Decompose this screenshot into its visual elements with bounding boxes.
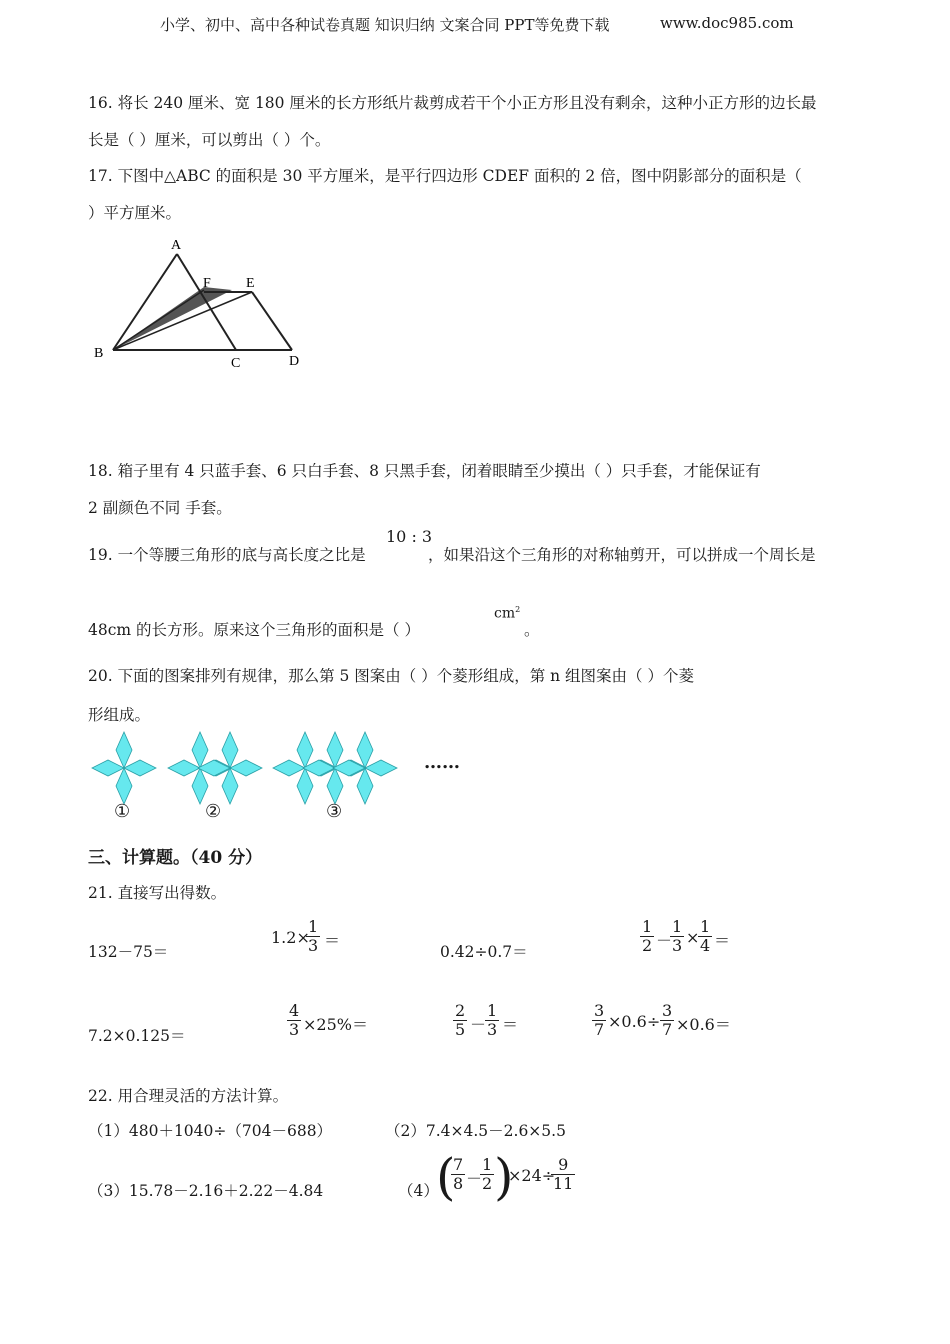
rhombus-pattern-figure: [88, 730, 478, 830]
label-c: C: [231, 356, 241, 371]
pattern-ellipsis: ……: [424, 752, 460, 773]
q22-part1: （1）480＋1040÷（704－688）: [88, 1122, 333, 1140]
q20-line1: 20. 下面的图案排列有规律，那么第 5 图案由（ ）个菱形组成，第 n 组图案由（ ）个菱: [88, 667, 694, 685]
section3-title: 三、计算题。（40 分）: [88, 848, 263, 868]
header-ad-text: 小学、初中、高中各种试卷真题 知识归纳 文案合同 PPT等免费下载: [160, 16, 610, 34]
q21-expr2-post: ＝: [324, 931, 341, 950]
triangle-parallelogram-figure: [88, 232, 318, 372]
pattern-2: [168, 732, 262, 804]
label-f: F: [203, 276, 211, 291]
label-b: B: [94, 346, 104, 361]
q21-expr6-frac: $\frac{4}{3}$: [289, 1001, 300, 1039]
q21-expr7-op: －: [470, 1015, 487, 1034]
q22-part4-frac3: $\frac{9}{11}$: [553, 1155, 574, 1193]
q17-line2: ）平方厘米。: [88, 204, 182, 222]
edge-ed: [252, 292, 292, 350]
q19-line1a: 19. 一个等腰三角形的底与高长度之比是: [88, 546, 366, 564]
q21-expr8-mid: ×0.6÷: [608, 1012, 661, 1031]
q21-expr4-op1: －: [656, 931, 673, 950]
q21-expr8-frac1: $\frac{3}{7}$: [594, 1001, 605, 1039]
q21-expr8-frac2: $\frac{3}{7}$: [662, 1001, 673, 1039]
q21-expr1: 132－75＝: [88, 943, 169, 961]
header-url[interactable]: www.doc985.com: [660, 14, 794, 32]
q22-part4-mid: ×24÷: [508, 1166, 556, 1185]
q22-part3: （3）15.78－2.16＋2.22－4.84: [88, 1182, 324, 1200]
pattern-1: [92, 732, 156, 804]
q22-part4-op: －: [466, 1169, 483, 1188]
q21-expr4-frac1: $\frac{1}{2}$: [642, 917, 653, 955]
q17-line1: 17. 下图中△ABC 的面积是 30 平方厘米，是平行四边形 CDEF 面积的 2 倍，图中阴影部分的面积是（: [88, 167, 802, 185]
q21-title: 21. 直接写出得数。: [88, 884, 227, 902]
q16-line2: 长是（ ）厘米，可以剪出（ ）个。: [88, 131, 331, 149]
q22-part2: （2）7.4×4.5－2.6×5.5: [385, 1122, 566, 1140]
q22-part4-lparen: (: [436, 1148, 456, 1206]
label-e: E: [246, 276, 255, 291]
label-d: D: [289, 354, 300, 369]
q18-line1: 18. 箱子里有 4 只蓝手套、6 只白手套、8 只黑手套，闭着眼睛至少摸出（ ）只手套，才能保证有: [88, 462, 761, 480]
q21-expr4-op2: ×: [686, 928, 700, 947]
q22-part4-frac2: $\frac{1}{2}$: [482, 1155, 493, 1193]
q22-part4-rparen: ): [494, 1148, 514, 1206]
pattern-label-1: ①: [114, 801, 131, 822]
q21-expr3: 0.42÷0.7＝: [440, 943, 528, 961]
q21-expr5: 7.2×0.125＝: [88, 1027, 186, 1045]
q19-unit: $cm^2$: [494, 605, 521, 622]
q19-line2a: 48cm 的长方形。原来这个三角形的面积是（ ）: [88, 621, 420, 639]
q21-expr4-post: ＝: [714, 931, 731, 950]
pattern-3: [273, 732, 397, 804]
shaded-triangle: [113, 287, 232, 350]
label-a: A: [171, 238, 182, 253]
q21-expr7-post: ＝: [502, 1015, 519, 1034]
q20-line2: 形组成。: [88, 706, 151, 724]
q16-line1: 16. 将长 240 厘米、宽 180 厘米的长方形纸片裁剪成若干个小正方形且没有剩余，这种小正方形的边长最: [88, 94, 817, 112]
pattern-label-3: ③: [326, 801, 343, 822]
edge-ab: [113, 254, 177, 350]
q21-expr2-pre: 1.2×: [271, 928, 310, 947]
edge-bf: [113, 290, 204, 350]
q22-part4-frac1: $\frac{7}{8}$: [453, 1155, 464, 1193]
q21-expr2-frac: $\frac{1}{3}$: [308, 917, 319, 955]
q22-part4-label: （4）: [398, 1182, 439, 1200]
q21-expr7-frac1: $\frac{2}{5}$: [455, 1001, 466, 1039]
q22-title: 22. 用合理灵活的方法计算。: [88, 1087, 289, 1105]
q21-expr8-post: ×0.6＝: [676, 1015, 731, 1034]
q19-line1b: ，如果沿这个三角形的对称轴剪开，可以拼成一个周长是: [428, 546, 816, 564]
q19-ratio: 10 : 3: [386, 527, 433, 546]
q21-expr4-frac2: $\frac{1}{3}$: [672, 917, 683, 955]
q18-line2: 2 副颜色不同 手套。: [88, 499, 232, 517]
q21-expr7-frac2: $\frac{1}{3}$: [487, 1001, 498, 1039]
pattern-label-2: ②: [205, 801, 222, 822]
q21-expr6-post: ×25%＝: [303, 1015, 368, 1034]
q21-expr4-frac3: $\frac{1}{4}$: [700, 917, 711, 955]
q19-line2b: 。: [524, 621, 540, 639]
